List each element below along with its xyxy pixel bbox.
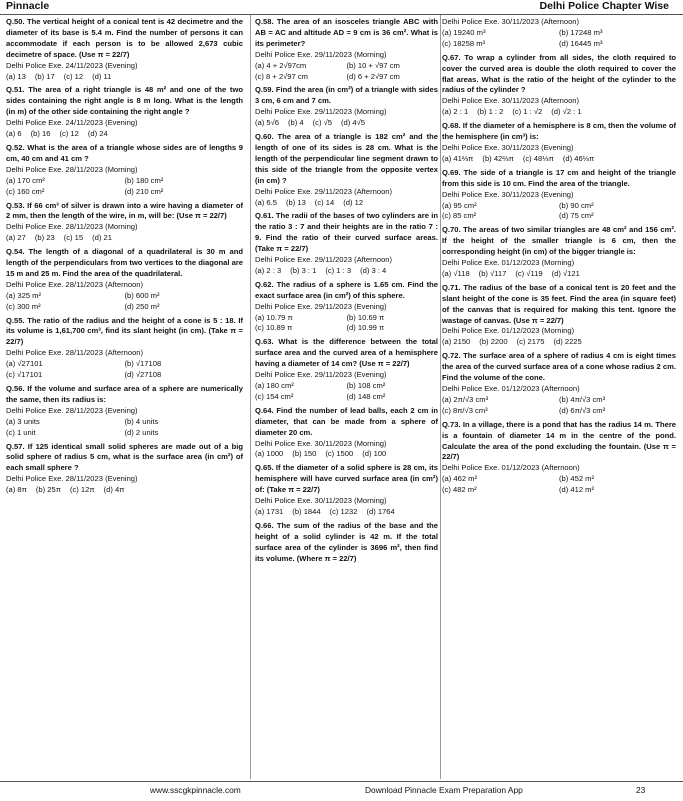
exam-source: Delhi Police Exe. 29/11/2023 (Evening) (255, 301, 387, 311)
answer-option: (c) √5 (312, 118, 332, 128)
answer-option: (a) 2 : 3 (255, 265, 282, 275)
answer-option: (a) √27101 (6, 359, 43, 369)
answer-options (255, 449, 438, 460)
page-number: 23 (636, 785, 646, 795)
exam-source: Delhi Police Exe. 28/11/2023 (Morning) (6, 222, 138, 232)
answer-option: (d) 6π/√3 cm³ (559, 405, 606, 415)
answer-option: (b) 2200 (479, 337, 508, 347)
answer-options (255, 313, 438, 335)
question-block (255, 17, 438, 82)
exam-source: Delhi Police Exe. 28/11/2023 (Afternoon) (6, 279, 144, 289)
answer-option: (c) 1 : √2 (512, 107, 543, 117)
answer-option: (a) 180 cm² (255, 381, 294, 390)
answer-option: (d) √2 : 1 (551, 107, 582, 117)
answer-option: (a) 27 (6, 233, 26, 243)
answer-option: (d) 46⅓π (562, 153, 595, 163)
answer-option: (a) 6.5 (255, 197, 277, 207)
question-text: Q.69. The side of a triangle is 17 cm and height of the triangle from this side is 10 cm. Find the area of the triangle. (442, 167, 676, 188)
exam-source: Delhi Police Exe. 30/11/2023 (Afternoon) (442, 17, 580, 26)
answer-option: (d) 24 (87, 129, 108, 139)
column-divider (440, 15, 441, 779)
exam-source: Delhi Police Exe. 01/12/2023 (Afternoon) (442, 463, 580, 473)
answer-options (442, 107, 676, 118)
answer-options (6, 176, 243, 198)
exam-source: Delhi Police Exe. 29/11/2023 (Evening) (255, 370, 387, 380)
answer-options (6, 129, 243, 140)
question-text: Q.67. To wrap a cylinder from all sides, the cloth required to cover the curved area is double the cloth required to cover the flat areas. What is the ratio of the height of the cylinder to the radius of the cylinder ? (442, 52, 676, 95)
answer-option: (a) 19240 m³ (442, 27, 486, 37)
answer-option: (d) 148 cm² (346, 391, 386, 401)
exam-source: Delhi Police Exe. 28/11/2023 (Afternoon) (6, 348, 144, 358)
answer-options (442, 201, 676, 223)
answer-option: (a) 1000 (255, 449, 284, 459)
exam-source: Delhi Police Exe. 29/11/2023 (Afternoon) (255, 186, 393, 196)
answer-option: (a) 95 cm² (442, 200, 477, 210)
question-block (6, 247, 243, 312)
question-block (255, 132, 438, 208)
question-block (442, 420, 676, 496)
answer-option: (b) 4π/√3 cm³ (559, 394, 606, 404)
exam-source: Delhi Police Exe. 30/11/2023 (Evening) (442, 189, 574, 199)
question-text: Q.71. The radius of the base of a conical tent is 20 feet and the slant height of the cone is 35 feet. Find the area (in square feet) of the canvas that is required for making this tent. Ignore the wastage of canvas. (Use π = 22/7) (442, 282, 676, 325)
question-text: Q.53. If 66 cm³ of silver is drawn into a wire having a diameter of 2 mm, then the length of the wire, in m, will be: (Use π = 22/7) (6, 200, 243, 221)
publisher-name: Pinnacle (6, 0, 50, 12)
answer-option: (b) 180 cm² (124, 175, 164, 185)
answer-option: (b) 1 : 2 (477, 107, 504, 117)
question-text: Q.73. In a village, there is a pond that has the radius 14 m. There is a fountain of diameter 14 m in the centre of the pond. Calculate the area of the pond excluding the fountain. (Use π = 22/7) (442, 419, 676, 462)
exam-source: Delhi Police Exe. 24/11/2023 (Evening) (6, 60, 138, 70)
answer-option: (a) 8π (6, 485, 27, 495)
answer-option: (c) 1232 (329, 506, 358, 516)
book-title: Delhi Police Chapter Wise (539, 0, 669, 12)
answer-option: (b) 600 m² (124, 290, 160, 300)
answer-option: (c) 2175 (516, 337, 545, 347)
answer-option: (a) 2150 (442, 337, 471, 347)
question-block (442, 283, 676, 348)
question-text: Q.50. The vertical height of a conical tent is 42 decimetre and the diameter of its base is 5.4 m. Find the number of persons it can accommodate if each person is to be allowed 2,673 cubic decimetre of space. (Use π = 22/7) (6, 17, 243, 59)
answer-option: (b) 108 cm² (346, 381, 386, 390)
answer-option: (b) 16 (30, 129, 51, 139)
answer-option: (d) 1764 (366, 506, 395, 516)
answer-options (6, 291, 243, 313)
answer-option: (a) 4 + 2√97cm (255, 60, 307, 70)
question-block (255, 85, 438, 129)
exam-source: Delhi Police Exe. 29/11/2023 (Morning) (255, 49, 387, 59)
answer-option: (c) 1 : 3 (325, 265, 352, 275)
question-text: Q.65. If the diameter of a solid sphere is 28 cm, its hemisphere will have curved surface area (in cm²) of: (Take π = 22/7) (255, 463, 438, 495)
answer-option: (b) 23 (34, 233, 55, 243)
answer-option: (b) 150 (292, 449, 317, 459)
answer-option: (d) √121 (551, 268, 580, 278)
answer-option: (a) 41⅔π (442, 153, 474, 163)
answer-options (255, 266, 438, 277)
question-block (6, 316, 243, 381)
answer-option: (d) 210 cm² (124, 186, 164, 196)
answer-option: (d) 412 m² (559, 485, 595, 495)
answer-option: (c) 8π/√3 cm³ (442, 405, 488, 415)
question-block (255, 463, 438, 518)
question-text: Q.64. Find the number of lead balls, each 2 cm in diameter, that can be made from a sphere of diameter 20 cm. (255, 405, 438, 437)
answer-option: (c) √17101 (6, 370, 43, 380)
exam-source: Delhi Police Exe. 30/11/2023 (Morning) (255, 438, 387, 448)
answer-option: (c) 1 unit (6, 427, 36, 437)
answer-option: (b) 17248 m³ (559, 27, 603, 37)
answer-option: (b) 13 (285, 197, 306, 207)
answer-option: (b) 452 m² (559, 474, 595, 484)
answer-option: (c) 300 m² (6, 301, 41, 311)
answer-option: (c) 85 cm² (442, 211, 477, 221)
answer-option: (b) 90 cm² (559, 200, 594, 210)
answer-option: (c) 14 (314, 197, 335, 207)
question-block (255, 211, 438, 276)
answer-option: (d) 250 m² (124, 301, 160, 311)
exam-source: Delhi Police Exe. 29/11/2023 (Afternoon) (255, 255, 393, 265)
question-text: Q.60. The area of a triangle is 182 cm² and the length of one of its sides is 28 cm. What is the length of the perpendicular line segment drawn to this side of the triangle from the opposite vertex (in cm) ? (255, 132, 438, 185)
answer-option: (c) 12 (63, 71, 84, 81)
answer-option: (d) 21 (92, 233, 112, 243)
exam-source: Delhi Police Exe. 24/11/2023 (Evening) (6, 118, 138, 128)
question-block (442, 53, 676, 118)
exam-source: Delhi Police Exe. 01/12/2023 (Afternoon) (442, 384, 580, 393)
column-1 (6, 17, 243, 779)
answer-option: (c) 15 (63, 233, 84, 243)
answer-option: (a) 3 units (6, 416, 40, 426)
answer-options (442, 28, 676, 50)
footer-website: www.sscgkpinnacle.com (150, 785, 241, 795)
answer-options (442, 337, 676, 348)
footer-app-promo: Download Pinnacle Exam Preparation App (365, 785, 523, 795)
answer-option: (a) 10.79 π (255, 312, 293, 322)
answer-options (255, 118, 438, 129)
question-text: Q.68. If the diameter of a hemisphere is 8 cm, then the volume of the hemisphere (in cm³) is: (442, 121, 676, 142)
answer-option: (b) 10.69 π (346, 312, 385, 322)
answer-options (442, 395, 676, 417)
answer-options (442, 269, 676, 280)
answer-option: (c) 8 + 2√97 cm (255, 71, 308, 81)
answer-options (442, 474, 676, 496)
answer-option: (c) √119 (515, 268, 543, 278)
exam-source: Delhi Police Exe. 01/12/2023 (Morning) (442, 258, 575, 268)
column-3 (442, 17, 676, 779)
answer-options (255, 61, 438, 83)
answer-option: (c) 10.89 π (255, 323, 293, 333)
answer-option: (d) 6 + 2√97 cm (346, 71, 400, 81)
question-block (442, 168, 676, 223)
question-block (6, 85, 243, 140)
question-text: Q.63. What is the difference between the total surface area and the curved area of a hemisphere having a diameter of 14 cm? (Use π = 22/7) (255, 337, 438, 369)
question-text: Q.56. If the volume and surface area of a sphere are numerically the same, then its radius is: (6, 384, 243, 404)
answer-options (6, 359, 243, 381)
answer-option: (c) 154 cm² (255, 391, 294, 401)
question-text: Q.52. What is the area of a triangle whose sides are of lengths 9 cm, 40 cm and 41 cm ? (6, 142, 243, 163)
question-block (442, 17, 676, 50)
question-block (6, 17, 243, 82)
exam-source: Delhi Police Exe. 28/11/2023 (Evening) (6, 405, 138, 415)
question-text: Q.62. The radius of a sphere is 1.65 cm. Find the exact surface area (in cm²) of this sphere. (255, 279, 438, 300)
question-text: Q.57. If 125 identical small solid spheres are made out of a big solid sphere of radius 5 cm, what is the surface area (in cm²) of each small sphere ? (6, 441, 243, 473)
answer-option: (a) 6 (6, 129, 22, 139)
page-footer (0, 781, 683, 801)
question-text: Q.70. The areas of two similar triangles are 48 cm² and 156 cm². If the height of the smaller triangle is 6 cm, then the corresponding height (in cm) of the bigger triangle is: (442, 225, 676, 257)
answer-option: (b) 42⅔π (482, 153, 514, 163)
exam-source: Delhi Police Exe. 30/11/2023 (Afternoon) (442, 96, 580, 106)
answer-option: (b) 17 (34, 71, 55, 81)
answer-option: (d) 4π (103, 485, 125, 495)
question-text: Q.55. The ratio of the radius and the height of a cone is 5 : 18. If its volume is 1,61,700 cm³, find its slant height (in cm). (Take π = 22/7) (6, 315, 243, 347)
exam-source: Delhi Police Exe. 28/11/2023 (Morning) (6, 164, 138, 174)
answer-options (6, 417, 243, 439)
question-text: Q.58. The area of an isosceles triangle ABC with AB = AC and altitude AD = 9 cm is 36 cm². What is its perimeter? (255, 17, 438, 48)
answer-option: (a) 1731 (255, 506, 284, 516)
answer-option: (a) √118 (442, 268, 470, 278)
column-divider (250, 15, 251, 779)
question-block (255, 406, 438, 461)
answer-option: (d) 3 : 4 (360, 265, 387, 275)
answer-option: (a) 5√6 (255, 118, 280, 128)
answer-option: (c) 482 m² (442, 485, 477, 495)
answer-option: (d) 11 (92, 71, 112, 81)
question-block (442, 121, 676, 165)
answer-option: (a) 170 cm² (6, 175, 45, 185)
answer-option: (b) 4 (288, 118, 304, 128)
answer-option: (a) 2π/√3 cm³ (442, 394, 489, 404)
question-text: Q.54. The length of a diagonal of a quadrilateral is 30 m and length of the perpendiculars from two vertices to the diagonal are 15 m and 25 m. Find the area of the quadrilateral. (6, 247, 243, 278)
answer-option: (c) 160 cm² (6, 186, 45, 196)
question-block (255, 337, 438, 402)
answer-option: (d) 75 cm² (559, 211, 594, 221)
column-2 (255, 17, 438, 779)
answer-option: (a) 325 m² (6, 290, 42, 300)
answer-option: (d) 100 (362, 449, 387, 459)
answer-option: (c) 12π (69, 485, 95, 495)
answer-option: (a) 2 : 1 (442, 107, 469, 117)
question-block (442, 351, 676, 416)
exam-source: Delhi Police Exe. 30/11/2023 (Morning) (255, 496, 387, 506)
answer-options (6, 485, 243, 496)
question-block (6, 201, 243, 245)
question-block (442, 225, 676, 280)
answer-option: (a) 13 (6, 71, 26, 81)
exam-source: Delhi Police Exe. 30/11/2023 (Evening) (442, 142, 574, 152)
question-text: Q.51. The area of a right triangle is 48 m² and one of the two sides containing the right angle is 8 m long. What is the length (in m) of the other side containing the right angle ? (6, 85, 243, 117)
answer-option: (b) 4 units (124, 416, 159, 426)
answer-options (255, 507, 438, 518)
question-text: Q.61. The radii of the bases of two cylinders are in the ratio 3 : 7 and their heights are in the ratio 7 : 9. Find the ratio of their curved surface areas. (Take π = 22/7) (255, 211, 438, 254)
answer-option: (d) 10.99 π (346, 323, 385, 333)
answer-option: (d) 16445 m³ (559, 38, 603, 48)
answer-option: (b) 10 + √97 cm (346, 60, 400, 70)
question-text: Q.59. Find the area (in cm²) of a triangle with sides 3 cm, 6 cm and 7 cm. (255, 85, 438, 106)
page-header (0, 0, 683, 15)
answer-option: (d) 4√5 (341, 118, 366, 128)
question-block (6, 442, 243, 497)
question-text: Q.72. The surface area of a sphere of radius 4 cm is eight times the area of the curved surface area of a cone whose radius 2 cm. Find the volume of the cone. (442, 351, 676, 383)
answer-option: (d) √27108 (124, 370, 162, 380)
answer-option: (b) 3 : 1 (290, 265, 317, 275)
answer-options (255, 381, 438, 403)
answer-option: (c) 48⅓π (522, 153, 554, 163)
answer-option: (d) 2225 (553, 337, 582, 347)
question-block (6, 143, 243, 198)
answer-option: (b) √17108 (124, 359, 162, 369)
answer-option: (a) 462 m² (442, 474, 478, 484)
answer-option: (b) √117 (478, 268, 507, 278)
answer-options (6, 72, 243, 83)
answer-option: (c) 18258 m³ (442, 38, 486, 48)
answer-option: (b) 25π (35, 485, 61, 495)
exam-source: Delhi Police Exe. 01/12/2023 (Morning) (442, 326, 575, 336)
answer-option: (c) 1500 (325, 449, 354, 459)
exam-source: Delhi Police Exe. 28/11/2023 (Evening) (6, 474, 138, 484)
answer-options (6, 233, 243, 244)
answer-option: (d) 12 (343, 197, 364, 207)
exam-source: Delhi Police Exe. 29/11/2023 (Morning) (255, 107, 387, 117)
answer-options (255, 198, 438, 209)
question-text: Q.66. The sum of the radius of the base and the height of a solid cylinder is 42 m. If the total surface area of the cylinder is 3696 m², then find its volume. (Where π = 22/7) (255, 520, 438, 563)
answer-option: (b) 1844 (292, 506, 321, 516)
question-block (6, 384, 243, 439)
answer-options (442, 154, 676, 165)
question-block (255, 280, 438, 335)
answer-option: (d) 2 units (124, 427, 159, 437)
answer-option: (c) 12 (59, 129, 79, 139)
question-block (255, 521, 438, 565)
